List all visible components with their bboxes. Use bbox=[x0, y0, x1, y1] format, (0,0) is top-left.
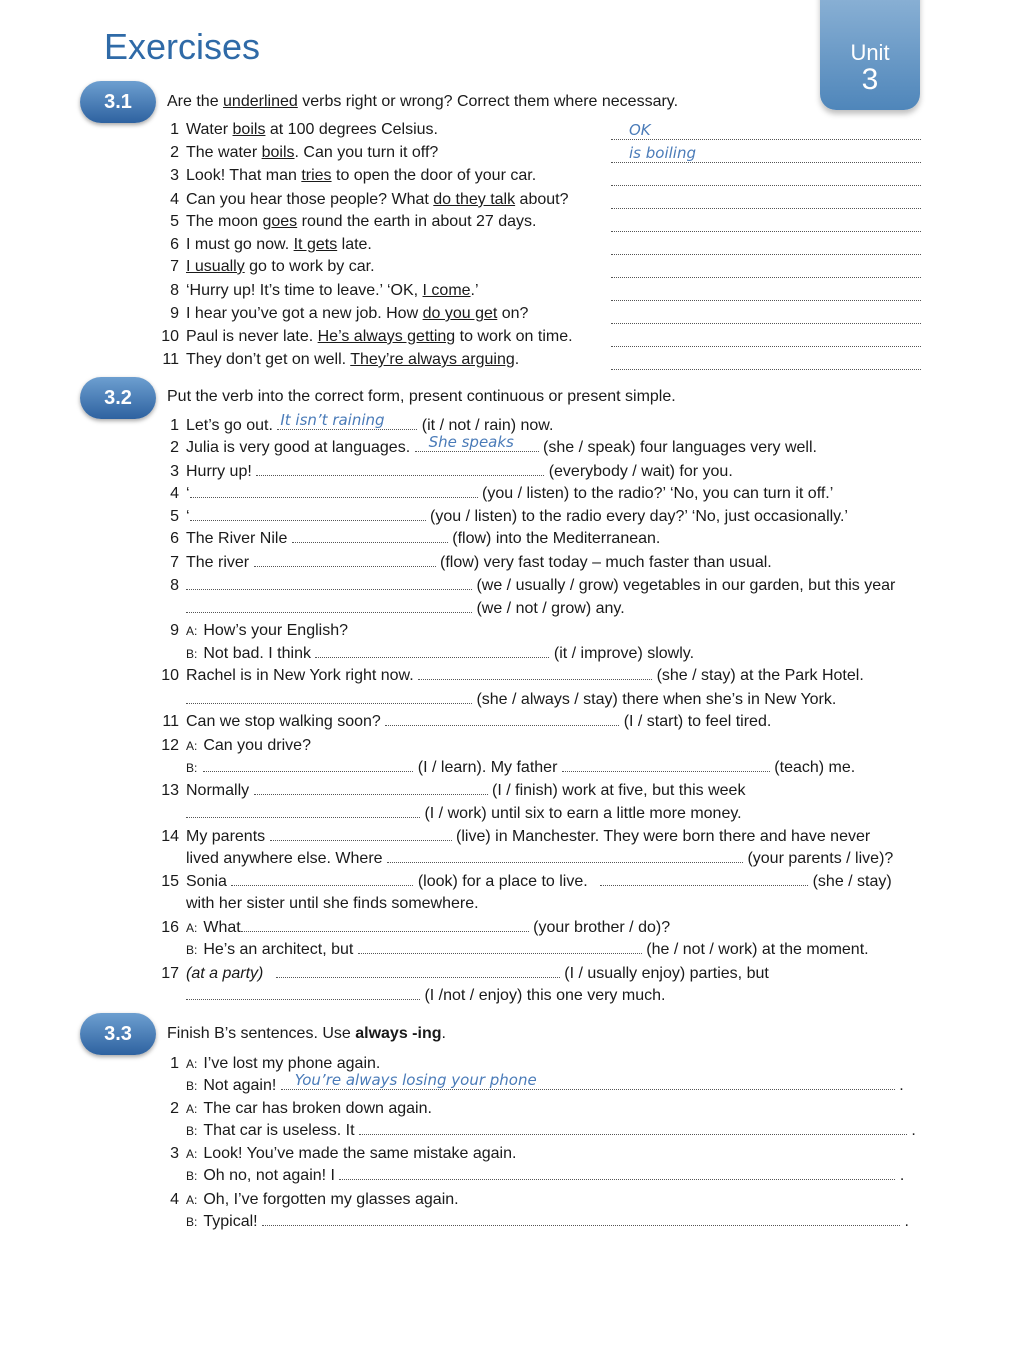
answer-field[interactable] bbox=[611, 144, 921, 163]
page-title: Exercises bbox=[104, 26, 261, 67]
ex31-item: 3 Look! That man tries to open the door of your car. bbox=[155, 165, 536, 187]
instruction-3-1: Are the underlined verbs right or wrong? Correct them where necessary. bbox=[167, 93, 679, 110]
ex32-item-16b: B: He’s an architect, but (he / not / work) at the moment. bbox=[186, 941, 869, 958]
answer-field[interactable] bbox=[611, 230, 921, 232]
ex32-item-5: 5 ‘ (you / listen) to the radio every day?’ ‘No, just occasionally.’ bbox=[170, 508, 848, 525]
ex31-item: 2 The water boils. Can you turn it off? bbox=[155, 142, 438, 164]
ex32-item-8: 8 (we / usually / grow) vegetables in our garden, but this year bbox=[170, 577, 896, 594]
exercise-badge-3-3: 3.3 bbox=[80, 1013, 156, 1055]
answer-field[interactable] bbox=[186, 985, 420, 1000]
underlined-verb: goes bbox=[262, 213, 298, 230]
unit-number: 3 bbox=[861, 63, 879, 96]
ex33-item-a: 3 A: Look! You’ve made the same mistake again. bbox=[170, 1145, 517, 1162]
answer-field[interactable] bbox=[254, 780, 488, 795]
exercise-badge-3-2: 3.2 bbox=[80, 377, 156, 419]
item-number: 11 bbox=[162, 351, 179, 368]
underlined-verb: It gets bbox=[293, 236, 338, 253]
ex32-item-15-cont: with her sister until she finds somewhere. bbox=[186, 895, 479, 912]
ex31-item: 10 Paul is never late. He’s always getting to work on time. bbox=[155, 326, 573, 348]
ex32-item-9a: 9 A: How’s your English? bbox=[170, 622, 349, 639]
ex32-item-13: 13 Normally (I / finish) work at five, but this week bbox=[161, 782, 746, 799]
item-number: 5 bbox=[170, 213, 179, 230]
ex33-item-b: B: Typical! . bbox=[186, 1213, 909, 1230]
item-number: 10 bbox=[161, 328, 179, 345]
answer-field[interactable] bbox=[562, 757, 770, 772]
underlined-verb: do you get bbox=[422, 305, 498, 322]
item-number: 8 bbox=[170, 282, 179, 299]
ex32-item-7: 7 The river (flow) very fast today – much faster than usual. bbox=[170, 554, 772, 571]
answer-field[interactable] bbox=[611, 184, 921, 186]
ex32-item-10-cont: (she / always / stay) there when she’s in New York. bbox=[186, 689, 836, 711]
underlined-verb: I come bbox=[422, 282, 471, 299]
answer-field[interactable] bbox=[203, 757, 413, 772]
ex32-item-12b: B: (I / learn). My father (teach) me. bbox=[186, 759, 856, 776]
answer-field[interactable] bbox=[418, 665, 652, 680]
answer-field[interactable] bbox=[611, 253, 921, 255]
answer-field[interactable] bbox=[186, 689, 472, 704]
ex32-item-1: 1 Let’s go out. It isn’t raining (it / not / rain) now. bbox=[170, 411, 554, 434]
underlined-verb: boils bbox=[232, 121, 266, 138]
ex32-item-12a: 12 A: Can you drive? bbox=[161, 737, 311, 754]
answer-field[interactable] bbox=[254, 552, 436, 567]
ex32-item-17: 17 (at a party) (I / usually enjoy) parties, but bbox=[161, 965, 769, 982]
answer-field[interactable] bbox=[231, 871, 413, 886]
ex31-item: 1 Water boils at 100 degrees Celsius. bbox=[155, 119, 438, 141]
answer-field[interactable] bbox=[358, 939, 642, 954]
item-number: 4 bbox=[170, 191, 179, 208]
ex33-item-b: B: Not again! You’re always losing your phone . bbox=[186, 1071, 904, 1094]
answer-field[interactable] bbox=[600, 871, 808, 886]
ex33-item-b: B: That car is useless. It . bbox=[186, 1122, 916, 1139]
ex32-item-3: 3 Hurry up! (everybody / wait) for you. bbox=[170, 463, 733, 480]
answer-field[interactable] bbox=[241, 917, 529, 932]
ex32-item-9b: B: Not bad. I think (it / improve) slowly. bbox=[186, 645, 695, 662]
answer-field[interactable] bbox=[276, 963, 560, 978]
ex32-item-16a: 16 A: What (your brother / do)? bbox=[161, 919, 671, 936]
answer-field[interactable] bbox=[611, 207, 921, 209]
underlined-verb: They’re always arguing bbox=[350, 351, 515, 368]
ex32-item-8-cont: (we / not / grow) any. bbox=[186, 598, 625, 620]
answer-field[interactable] bbox=[315, 643, 549, 658]
underlined-verb: tries bbox=[301, 167, 332, 184]
answer-field[interactable] bbox=[186, 575, 472, 590]
item-number: 2 bbox=[170, 144, 179, 161]
answer-field[interactable] bbox=[292, 528, 448, 543]
instruction-3-2: Put the verb into the correct form, present continuous or present simple. bbox=[167, 388, 676, 405]
underlined-verb: I usually bbox=[186, 258, 245, 275]
ex32-item-10: 10 Rachel is in New York right now. (she / stay) at the Park Hotel. bbox=[161, 667, 864, 684]
instruction-3-3: Finish B’s sentences. Use always -ing. bbox=[167, 1025, 446, 1042]
ex32-item-14-cont: lived anywhere else. Where (your parents / live)? bbox=[186, 850, 894, 867]
ex32-item-4: 4 ‘ (you / listen) to the radio?’ ‘No, you can turn it off.’ bbox=[170, 485, 834, 502]
ex31-item: 8 ‘Hurry up! It’s time to leave.’ ‘OK, I come.’ bbox=[155, 280, 479, 302]
ex33-item-a: 1 A: I’ve lost my phone again. bbox=[170, 1055, 381, 1072]
answer-field[interactable] bbox=[339, 1165, 895, 1180]
answer-field[interactable] bbox=[385, 711, 619, 726]
answer-field[interactable] bbox=[611, 121, 921, 140]
answer-field[interactable] bbox=[611, 368, 921, 370]
item-number: 7 bbox=[170, 258, 179, 275]
answer-field[interactable] bbox=[190, 506, 426, 521]
answer-field[interactable] bbox=[387, 848, 743, 863]
answer-field[interactable] bbox=[359, 1120, 907, 1135]
handwritten-answer: is boiling bbox=[629, 144, 696, 162]
handwritten-answer: You’re always losing your phone bbox=[294, 1071, 537, 1089]
underlined-verb: He’s always getting bbox=[317, 328, 456, 345]
answer-field[interactable] bbox=[190, 483, 478, 498]
ex31-item: 9 I hear you’ve got a new job. How do you get on? bbox=[155, 303, 528, 325]
ex32-item-2: 2 Julia is very good at languages. She speaks (she / speak) four languages very well. bbox=[170, 433, 817, 456]
item-number: 6 bbox=[170, 236, 179, 253]
item-number: 1 bbox=[170, 121, 179, 138]
answer-field[interactable] bbox=[611, 276, 921, 278]
unit-tab bbox=[820, 0, 920, 110]
answer-field[interactable]: She speaks bbox=[415, 437, 539, 452]
ex32-item-15: 15 Sonia (look) for a place to live. (she / stay) bbox=[161, 873, 892, 890]
ex32-item-11: 11 Can we stop walking soon? (I / start) to feel tired. bbox=[162, 713, 772, 730]
answer-field[interactable] bbox=[270, 826, 452, 841]
underlined-verb: boils bbox=[261, 144, 295, 161]
ex31-item: 11 They don’t get on well. They’re always arguing. bbox=[155, 349, 519, 371]
unit-label: Unit bbox=[850, 40, 890, 65]
ex32-item-14: 14 My parents (live) in Manchester. They were born there and have never bbox=[161, 828, 871, 845]
item-number: 3 bbox=[170, 167, 179, 184]
answer-field[interactable] bbox=[281, 1071, 895, 1090]
ex32-item-17-cont: (I /not / enjoy) this one very much. bbox=[186, 985, 665, 1007]
ex33-item-b: B: Oh no, not again! I . bbox=[186, 1167, 905, 1184]
ex31-item: 5 The moon goes round the earth in about 27 days. bbox=[155, 211, 536, 233]
answer-field[interactable] bbox=[611, 345, 921, 347]
answer-field[interactable] bbox=[256, 461, 544, 476]
ex31-item: 7 I usually go to work by car. bbox=[155, 256, 375, 278]
item-number: 9 bbox=[170, 305, 179, 322]
ex31-item: 4 Can you hear those people? What do they talk about? bbox=[155, 189, 569, 211]
handwritten-answer: OK bbox=[629, 121, 651, 139]
ex32-item-13-cont: (I / work) until six to earn a little more money. bbox=[186, 803, 742, 825]
answer-field[interactable]: It isn’t raining bbox=[277, 415, 417, 430]
answer-field[interactable] bbox=[186, 803, 420, 818]
ex33-item-a: 4 A: Oh, I’ve forgotten my glasses again. bbox=[170, 1191, 459, 1208]
ex31-item: 6 I must go now. It gets late. bbox=[155, 234, 372, 256]
answer-field[interactable] bbox=[611, 322, 921, 324]
ex32-item-6: 6 The River Nile (flow) into the Mediterranean. bbox=[170, 530, 661, 547]
exercise-badge-3-1: 3.1 bbox=[80, 81, 156, 123]
answer-field[interactable] bbox=[611, 299, 921, 301]
answer-field[interactable] bbox=[262, 1211, 900, 1226]
answer-field[interactable] bbox=[186, 598, 472, 613]
ex33-item-a: 2 A: The car has broken down again. bbox=[170, 1100, 432, 1117]
underlined-verb: do they talk bbox=[433, 191, 516, 208]
